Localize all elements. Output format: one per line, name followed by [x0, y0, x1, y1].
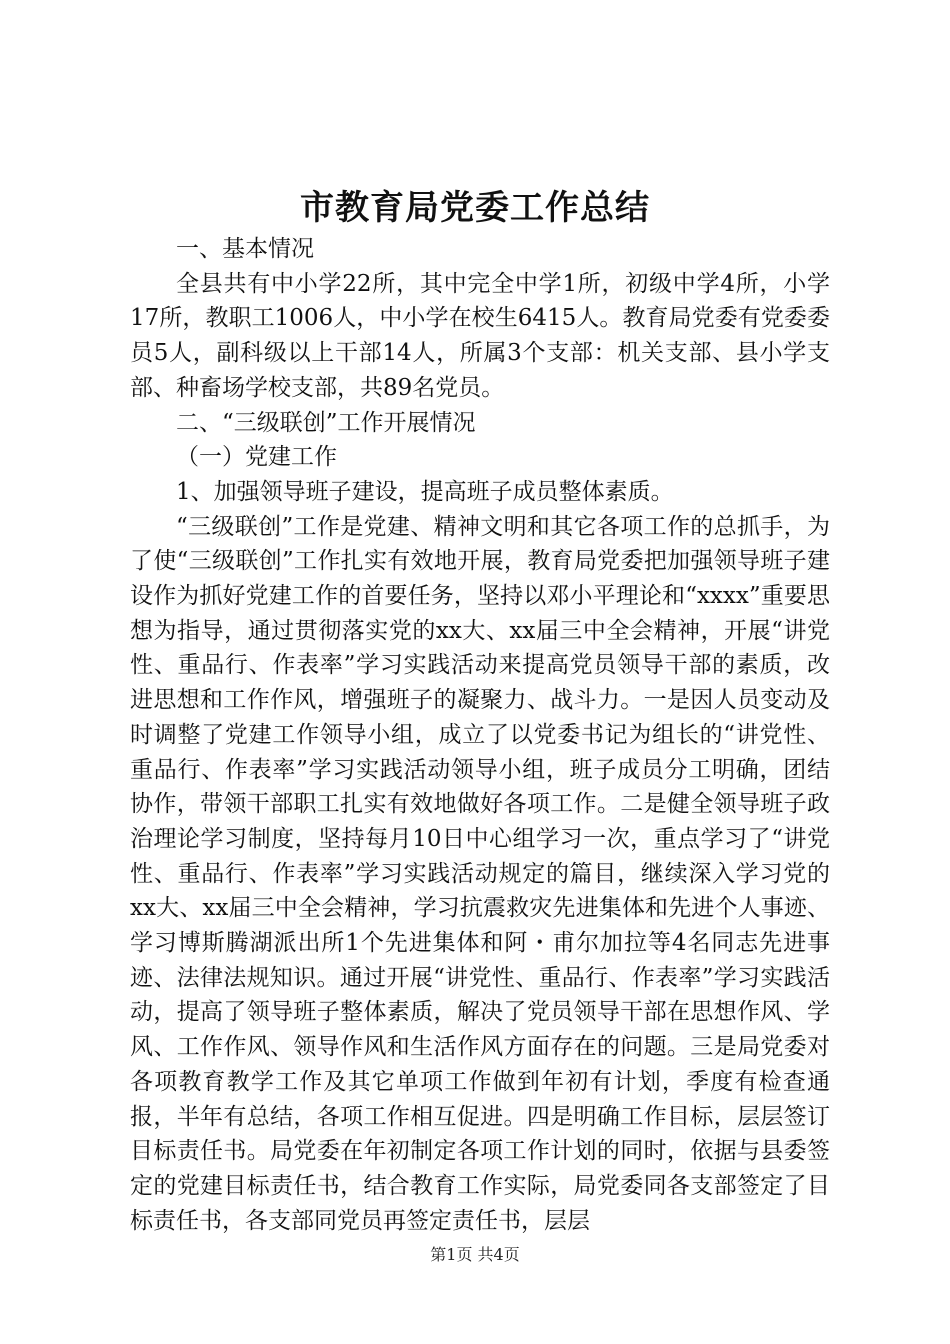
- document-title: 市教育局党委工作总结: [300, 188, 650, 228]
- document-body: [130, 232, 830, 1238]
- section-heading-basic-info: 一、基本情况: [176, 236, 314, 262]
- item-heading-leadership: 1、加强领导班子建设，提高班子成员整体素质。: [176, 478, 674, 505]
- subsection-heading-party-building: （一）党建工作: [176, 444, 337, 471]
- page-footer: 第1页 共4页: [430, 1245, 520, 1264]
- paragraph-basic-info: 全县共有中小学22所，其中完全中学1所，初级中学4所，小学17所，教职工1006人，中小学在校生6415人。教育局党委有党委委员5人，副科级以上干部14人，所属3个支部：机关支部、县小学支部、种畜场学校支部，共89名党员。: [130, 270, 830, 401]
- section-heading-three-level: 二、“三级联创”工作开展情况: [176, 409, 476, 436]
- paragraph-leadership: “三级联创”工作是党建、精神文明和其它各项工作的总抓手，为了使“三级联创”工作扎实有效地开展，教育局党委把加强领导班子建设作为抓好党建工作的首要任务，坚持以邓小平理论和“xxxx”重要思想为指导，通过贯彻落实党的xx大、xx届三中全会精神，开展“讲党性、重品行、作表率”学习实践活动来提高党员领导干部的素质，改进思想和工作作风，增强班子的凝聚力、战斗力。一是因人员变动及时调整了党建工作领导小组，成立了以党委书记为组长的“讲党性、重品行、作表率”学习实践活动领导小组，班子成员分工明确，团结协作，带领干部职工扎实有效地做好各项工作。二是健全领导班子政治理论学习制度，坚持每月10日中心组学习一次，重点学习了“讲党性、重品行、作表率”学习实践活动规定的篇目，继续深入学习党的xx大、xx届三中全会精神，学习抗震救灾先进集体和先进个人事迹、学习博斯腾湖派出所1个先进集体和阿・甫尔加拉等4名同志先进事迹、法律法规知识。通过开展“讲党性、重品行、作表率”学习实践活动，提高了领导班子整体素质，解决了党员领导干部在思想作风、学风、工作作风、领导作风和生活作风方面存在的问题。三是局党委对各项教育教学工作及其它单项工作做到年初有计划，季度有检查通报，半年有总结，各项工作相互促进。四是明确工作目标，层层签订目标责任书。局党委在年初制定各项工作计划的同时，依据与县委签定的党建目标责任书，结合教育工作实际，局党委同各支部签定了目标责任书，各支部同党员再签定责任书，层层: [130, 513, 830, 1234]
